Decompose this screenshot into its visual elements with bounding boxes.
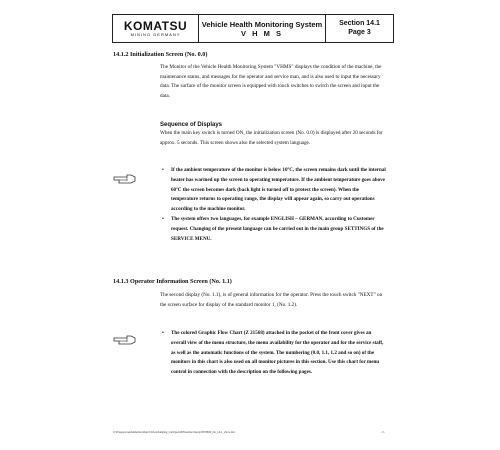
list-item: • The colored Graphic Flow Chart (Z 21568) attached in the pocket of the front cover gives an overall view of the menu structure, the menu availability for the operator and for the service staff, as well as the automatic functions of the system. The numbering (0.0, 1.1, 1.2 and so on) of the monitors in this chart is also used on all monitor pictures in this section. Use this chart for menu control in connection with the description on the following pages. xyxy=(162,329,387,378)
title-line-2: V H M S xyxy=(241,28,283,38)
section-number: Section 14.1 xyxy=(339,20,380,27)
bullet-icon: • xyxy=(162,330,164,336)
section-heading-initialization: 14.1.2 Initialization Screen (No. 0.0) xyxy=(113,51,208,58)
pointing-hand-icon xyxy=(113,333,137,345)
note-list-1 xyxy=(162,166,387,244)
file-path: C:\Programme\Adobe\Acrobat 6.0\Acrobat\plug_ins\OpenAll\Transform\temp\PC5500_No_14-1_vhms.doc xyxy=(113,431,236,434)
intro-paragraph: The Monitor of the Vehicle Health Monitoring System "VHMS" displays the condition of the machine, the maintenance status, and messages for the operator and service man, and is also used to input the necessary data. The surface of the monitor screen is equipped with touch switches to switch the screen and input the data. xyxy=(160,64,382,99)
document-title xyxy=(199,15,326,42)
pointing-hand-icon xyxy=(113,172,137,184)
sequence-paragraph: When the main key switch is turned ON, the initialization screen (No. 0.0) is displayed after 20 seconds for approx. 5 seconds. This screen shows also the selected system language. xyxy=(160,130,383,146)
list-item: • The system offers two languages, for example ENGLISH – GERMAN, according to Customer request. Changing of the present language can be carried out in the main group SETTINGS of the SERVICE MENU. xyxy=(162,215,387,244)
logo-subtitle: MINING GERMANY xyxy=(130,32,181,37)
list-item: • If the ambient temperature of the monitor is below 10ºC, the screen remains dark until the internal heater has warmed up the screen to operating temperature. If the ambient temperature goes above 60ºC the screen becomes dark (back light is turned off to protect the screen). When the temperature returns to operating range, the display will appear again, so carry out operations according to the machine monitor. xyxy=(162,166,387,215)
section-heading-operator: 14.1.3 Operator Information Screen (No. 1.1) xyxy=(113,278,232,285)
komatsu-logo xyxy=(113,15,199,42)
operator-paragraph: The second display (No. 1.1), is of general information for the operator. Press the touch switch "NEXT" on the screen surface for display of the standard monitor 1, (No. 1.2). xyxy=(160,292,383,308)
bullet-icon: • xyxy=(162,167,164,173)
page-header xyxy=(112,14,394,43)
title-line-1: Vehicle Health Monitoring System xyxy=(201,19,323,29)
footer-page-number: - 3 - xyxy=(380,431,385,434)
logo-brand: KOMATSU xyxy=(123,19,188,33)
page-number: Page 3 xyxy=(348,28,371,36)
note-list-2 xyxy=(162,329,387,378)
sequence-subheading: Sequence of Displays xyxy=(160,122,223,128)
bullet-icon: • xyxy=(162,215,164,222)
page-footer xyxy=(113,431,385,434)
section-info xyxy=(326,15,393,42)
